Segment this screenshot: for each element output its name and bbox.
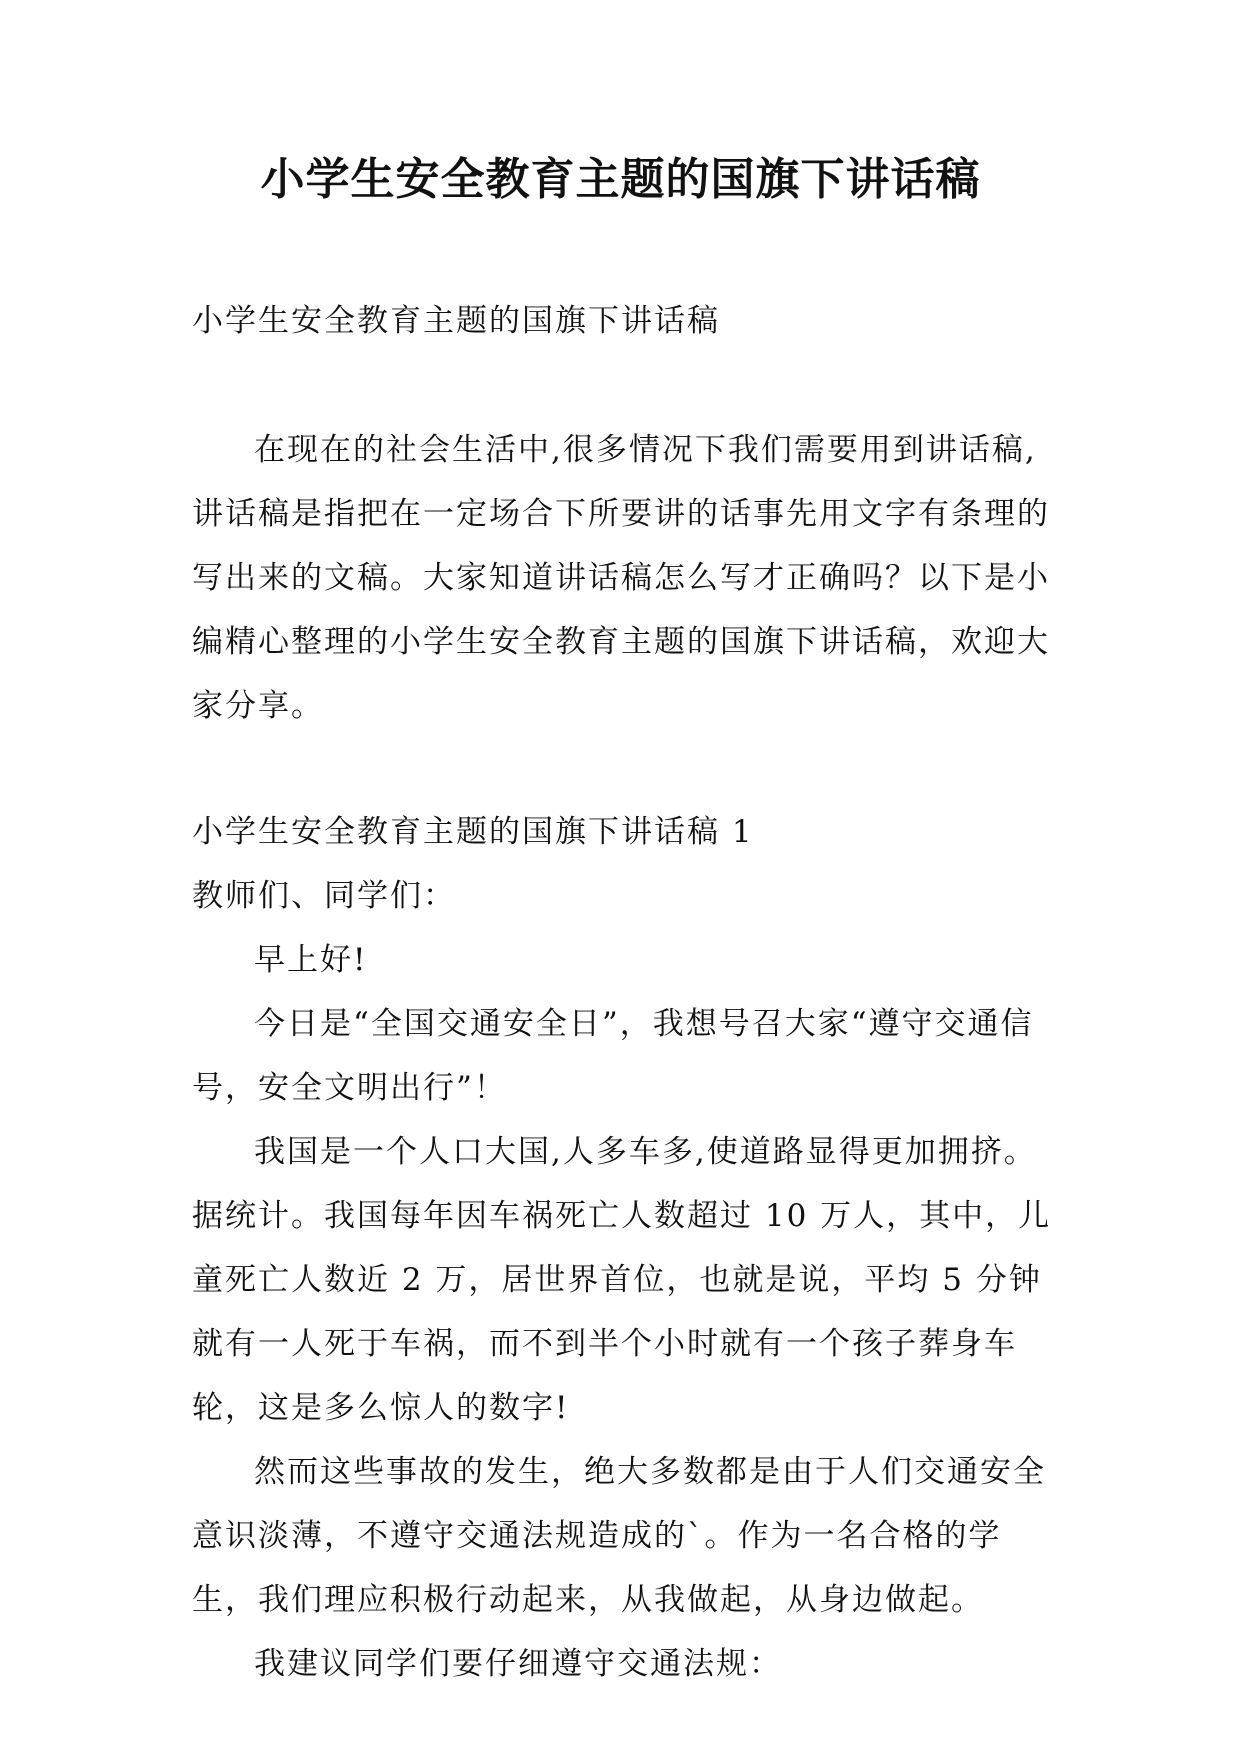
salutation: 教师们、同学们：: [192, 878, 456, 914]
document-subtitle: 小学生安全教育主题的国旗下讲话稿: [192, 303, 720, 339]
intro-paragraph: 在现在的社会生活中,很多情况下我们需要用到讲话稿,讲话稿是指把在一定场合下所要讲的话事先用文字有条理的写出来的文稿。大家知道讲话稿怎么写才正确吗？以下是小编精心整理的小学生安全教育主题的国旗下讲话稿，欢迎大家分享。: [192, 432, 1050, 724]
body-paragraph: 早上好!: [254, 942, 368, 978]
document-title: 小学生安全教育主题的国旗下讲话稿: [260, 154, 981, 205]
body-paragraph: 我建议同学们要仔细遵守交通法规：: [254, 1646, 782, 1682]
body-paragraph: 然而这些事故的发生，绝大多数都是由于人们交通安全意识淡薄，不遵守交通法规造成的`。作为一名合格的学生，我们理应积极行动起来，从我做起，从身边做起。: [192, 1454, 1046, 1618]
section-heading: 小学生安全教育主题的国旗下讲话稿 1: [192, 814, 754, 850]
body-paragraph: 今日是“全国交通安全日”，我想号召大家“遵守交通信号，安全文明出行”！: [192, 1006, 1034, 1106]
body-paragraph: 我国是一个人口大国,人多车多,使道路显得更加拥挤。据统计。我国每年因车祸死亡人数超过 10 万人，其中，儿童死亡人数近 2 万，居世界首位，也就是说，平均 5 分钟就有一人死于车祸，而不到半个小时就有一个孩子葬身车轮，这是多么惊人的数字!: [192, 1134, 1052, 1426]
document-body: [192, 289, 1052, 1696]
